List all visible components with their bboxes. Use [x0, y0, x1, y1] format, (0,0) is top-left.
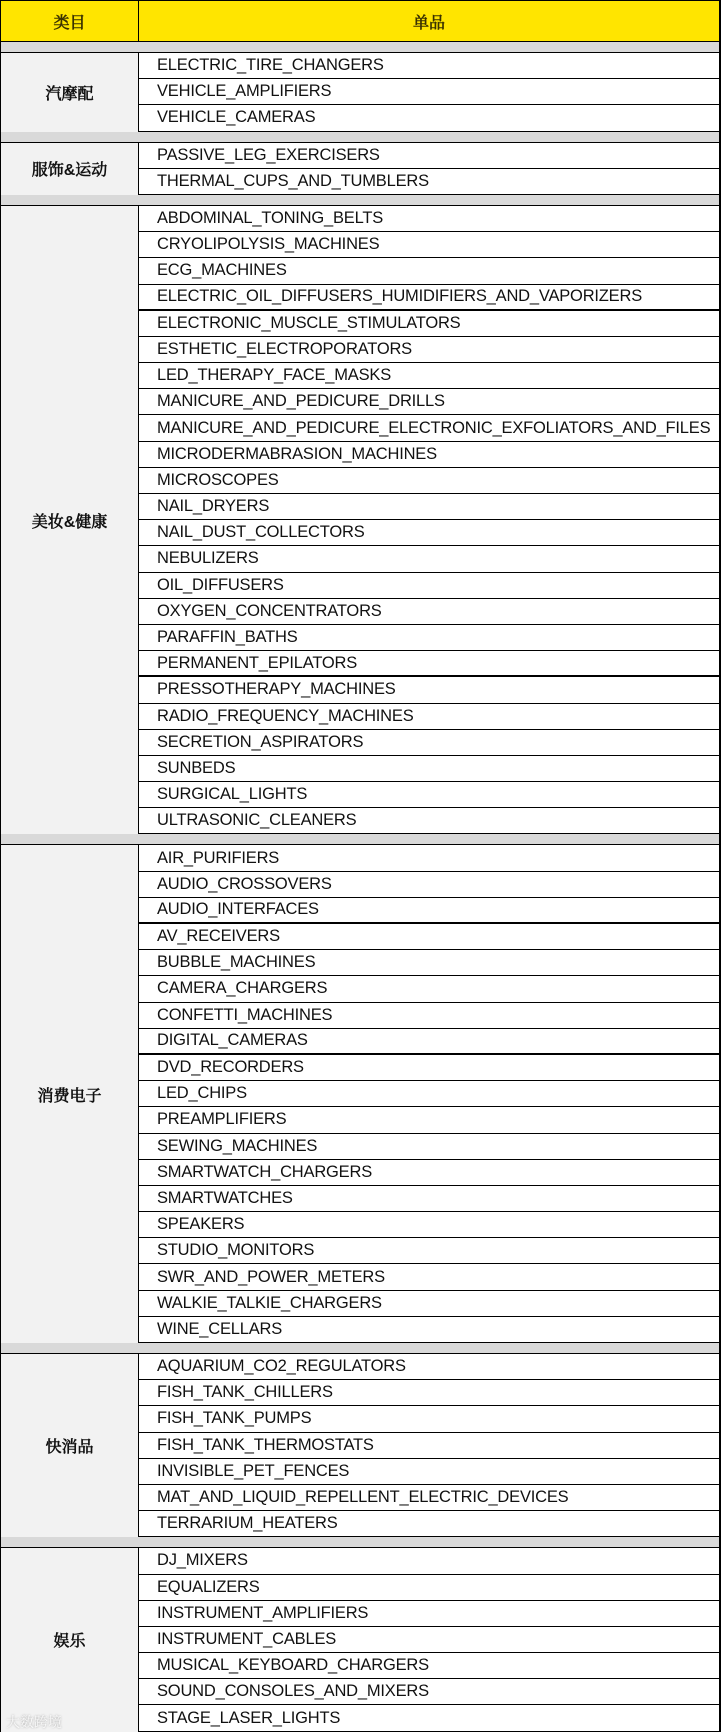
group-separator [1, 42, 719, 53]
table-row: DIGITAL_CAMERAS [139, 1029, 719, 1055]
table-row: CONFETTI_MACHINES [139, 1003, 719, 1029]
group-separator [1, 1537, 719, 1548]
category-group [1, 206, 719, 835]
table-row: TERRARIUM_HEATERS [139, 1511, 719, 1537]
header-item: 单品 [412, 14, 445, 32]
table-row: AV_RECEIVERS [139, 924, 719, 950]
table-row: PERMANENT_EPILATORS [139, 651, 719, 677]
category-group [1, 143, 719, 195]
watermark: 大数跨境 [6, 1715, 62, 1731]
table-row: SWR_AND_POWER_METERS [139, 1264, 719, 1290]
item-list [139, 143, 719, 195]
table-row: FISH_TANK_PUMPS [139, 1406, 719, 1432]
table-row: SMARTWATCHES [139, 1186, 719, 1212]
table-row: MUSICAL_KEYBOARD_CHARGERS [139, 1653, 719, 1679]
table-row: OXYGEN_CONCENTRATORS [139, 599, 719, 625]
table-row: STAGE_LASER_LIGHTS [139, 1705, 719, 1731]
category-cell: 娱乐 [1, 1548, 139, 1731]
table-row: AQUARIUM_CO2_REGULATORS [139, 1354, 719, 1380]
table-row: AIR_PURIFIERS [139, 845, 719, 871]
category-cell: 服饰&运动 [1, 143, 139, 195]
table-row: SPEAKERS [139, 1212, 719, 1238]
table-row: INVISIBLE_PET_FENCES [139, 1459, 719, 1485]
table-row: LED_CHIPS [139, 1081, 719, 1107]
table-body [1, 42, 719, 1732]
table-row: SMARTWATCH_CHARGERS [139, 1160, 719, 1186]
group-separator [1, 834, 719, 845]
item-list [139, 845, 719, 1343]
table-row: ELECTRONIC_MUSCLE_STIMULATORS [139, 311, 719, 337]
table-row: ULTRASONIC_CLEANERS [139, 808, 719, 834]
table-row: FISH_TANK_CHILLERS [139, 1380, 719, 1406]
item-list [139, 1354, 719, 1537]
table-row: MAT_AND_LIQUID_REPELLENT_ELECTRIC_DEVICES [139, 1485, 719, 1511]
table-row: BUBBLE_MACHINES [139, 950, 719, 976]
category-group [1, 1548, 719, 1731]
item-list [139, 53, 719, 132]
table-row: MANICURE_AND_PEDICURE_ELECTRONIC_EXFOLIATORS_AND_FILES [139, 415, 719, 441]
category-cell: 消费电子 [1, 845, 139, 1343]
table-row: STUDIO_MONITORS [139, 1238, 719, 1264]
table-row: SEWING_MACHINES [139, 1134, 719, 1160]
table-row: ESTHETIC_ELECTROPORATORS [139, 337, 719, 363]
table-row: DVD_RECORDERS [139, 1055, 719, 1081]
table-row: FISH_TANK_THERMOSTATS [139, 1433, 719, 1459]
group-separator [1, 195, 719, 206]
table-row: DJ_MIXERS [139, 1548, 719, 1574]
table-row: NAIL_DRYERS [139, 494, 719, 520]
table-row: MICRODERMABRASION_MACHINES [139, 442, 719, 468]
table-row: AUDIO_INTERFACES [139, 898, 719, 924]
table-row: VEHICLE_AMPLIFIERS [139, 79, 719, 105]
table-row: ELECTRIC_OIL_DIFFUSERS_HUMIDIFIERS_AND_VAPORIZERS [139, 285, 719, 311]
table-row: EQUALIZERS [139, 1575, 719, 1601]
table-header [1, 0, 719, 42]
table-row: PRESSOTHERAPY_MACHINES [139, 677, 719, 703]
item-list [139, 206, 719, 835]
table-row: SECRETION_ASPIRATORS [139, 730, 719, 756]
table-row: CRYOLIPOLYSIS_MACHINES [139, 232, 719, 258]
table-row: ABDOMINAL_TONING_BELTS [139, 206, 719, 232]
table-row: SOUND_CONSOLES_AND_MIXERS [139, 1679, 719, 1705]
table-row: THERMAL_CUPS_AND_TUMBLERS [139, 169, 719, 195]
category-cell: 汽摩配 [1, 53, 139, 132]
table-row: WINE_CELLARS [139, 1317, 719, 1343]
table-row: OIL_DIFFUSERS [139, 573, 719, 599]
table-row: PASSIVE_LEG_EXERCISERS [139, 143, 719, 169]
table-row: MANICURE_AND_PEDICURE_DRILLS [139, 389, 719, 415]
category-cell: 快消品 [1, 1354, 139, 1537]
table-row: ELECTRIC_TIRE_CHANGERS [139, 53, 719, 79]
table-row: ECG_MACHINES [139, 258, 719, 284]
table-row: AUDIO_CROSSOVERS [139, 872, 719, 898]
category-cell: 美妆&健康 [1, 206, 139, 835]
group-separator [1, 1343, 719, 1354]
group-separator [1, 132, 719, 143]
category-group [1, 1354, 719, 1537]
table-row: SUNBEDS [139, 756, 719, 782]
table-row: NEBULIZERS [139, 546, 719, 572]
category-group [1, 845, 719, 1343]
table-row: PREAMPLIFIERS [139, 1107, 719, 1133]
table-row: RADIO_FREQUENCY_MACHINES [139, 704, 719, 730]
table-row: PARAFFIN_BATHS [139, 625, 719, 651]
table-row: WALKIE_TALKIE_CHARGERS [139, 1291, 719, 1317]
table-row: INSTRUMENT_AMPLIFIERS [139, 1601, 719, 1627]
category-group [1, 53, 719, 132]
table-row: SURGICAL_LIGHTS [139, 782, 719, 808]
table-row: INSTRUMENT_CABLES [139, 1627, 719, 1653]
table-row: LED_THERAPY_FACE_MASKS [139, 363, 719, 389]
header-category: 类目 [1, 1, 139, 41]
table-row: NAIL_DUST_COLLECTORS [139, 520, 719, 546]
table-row: MICROSCOPES [139, 468, 719, 494]
item-list [139, 1548, 719, 1731]
table-row: CAMERA_CHARGERS [139, 976, 719, 1002]
table-row: VEHICLE_CAMERAS [139, 105, 719, 131]
